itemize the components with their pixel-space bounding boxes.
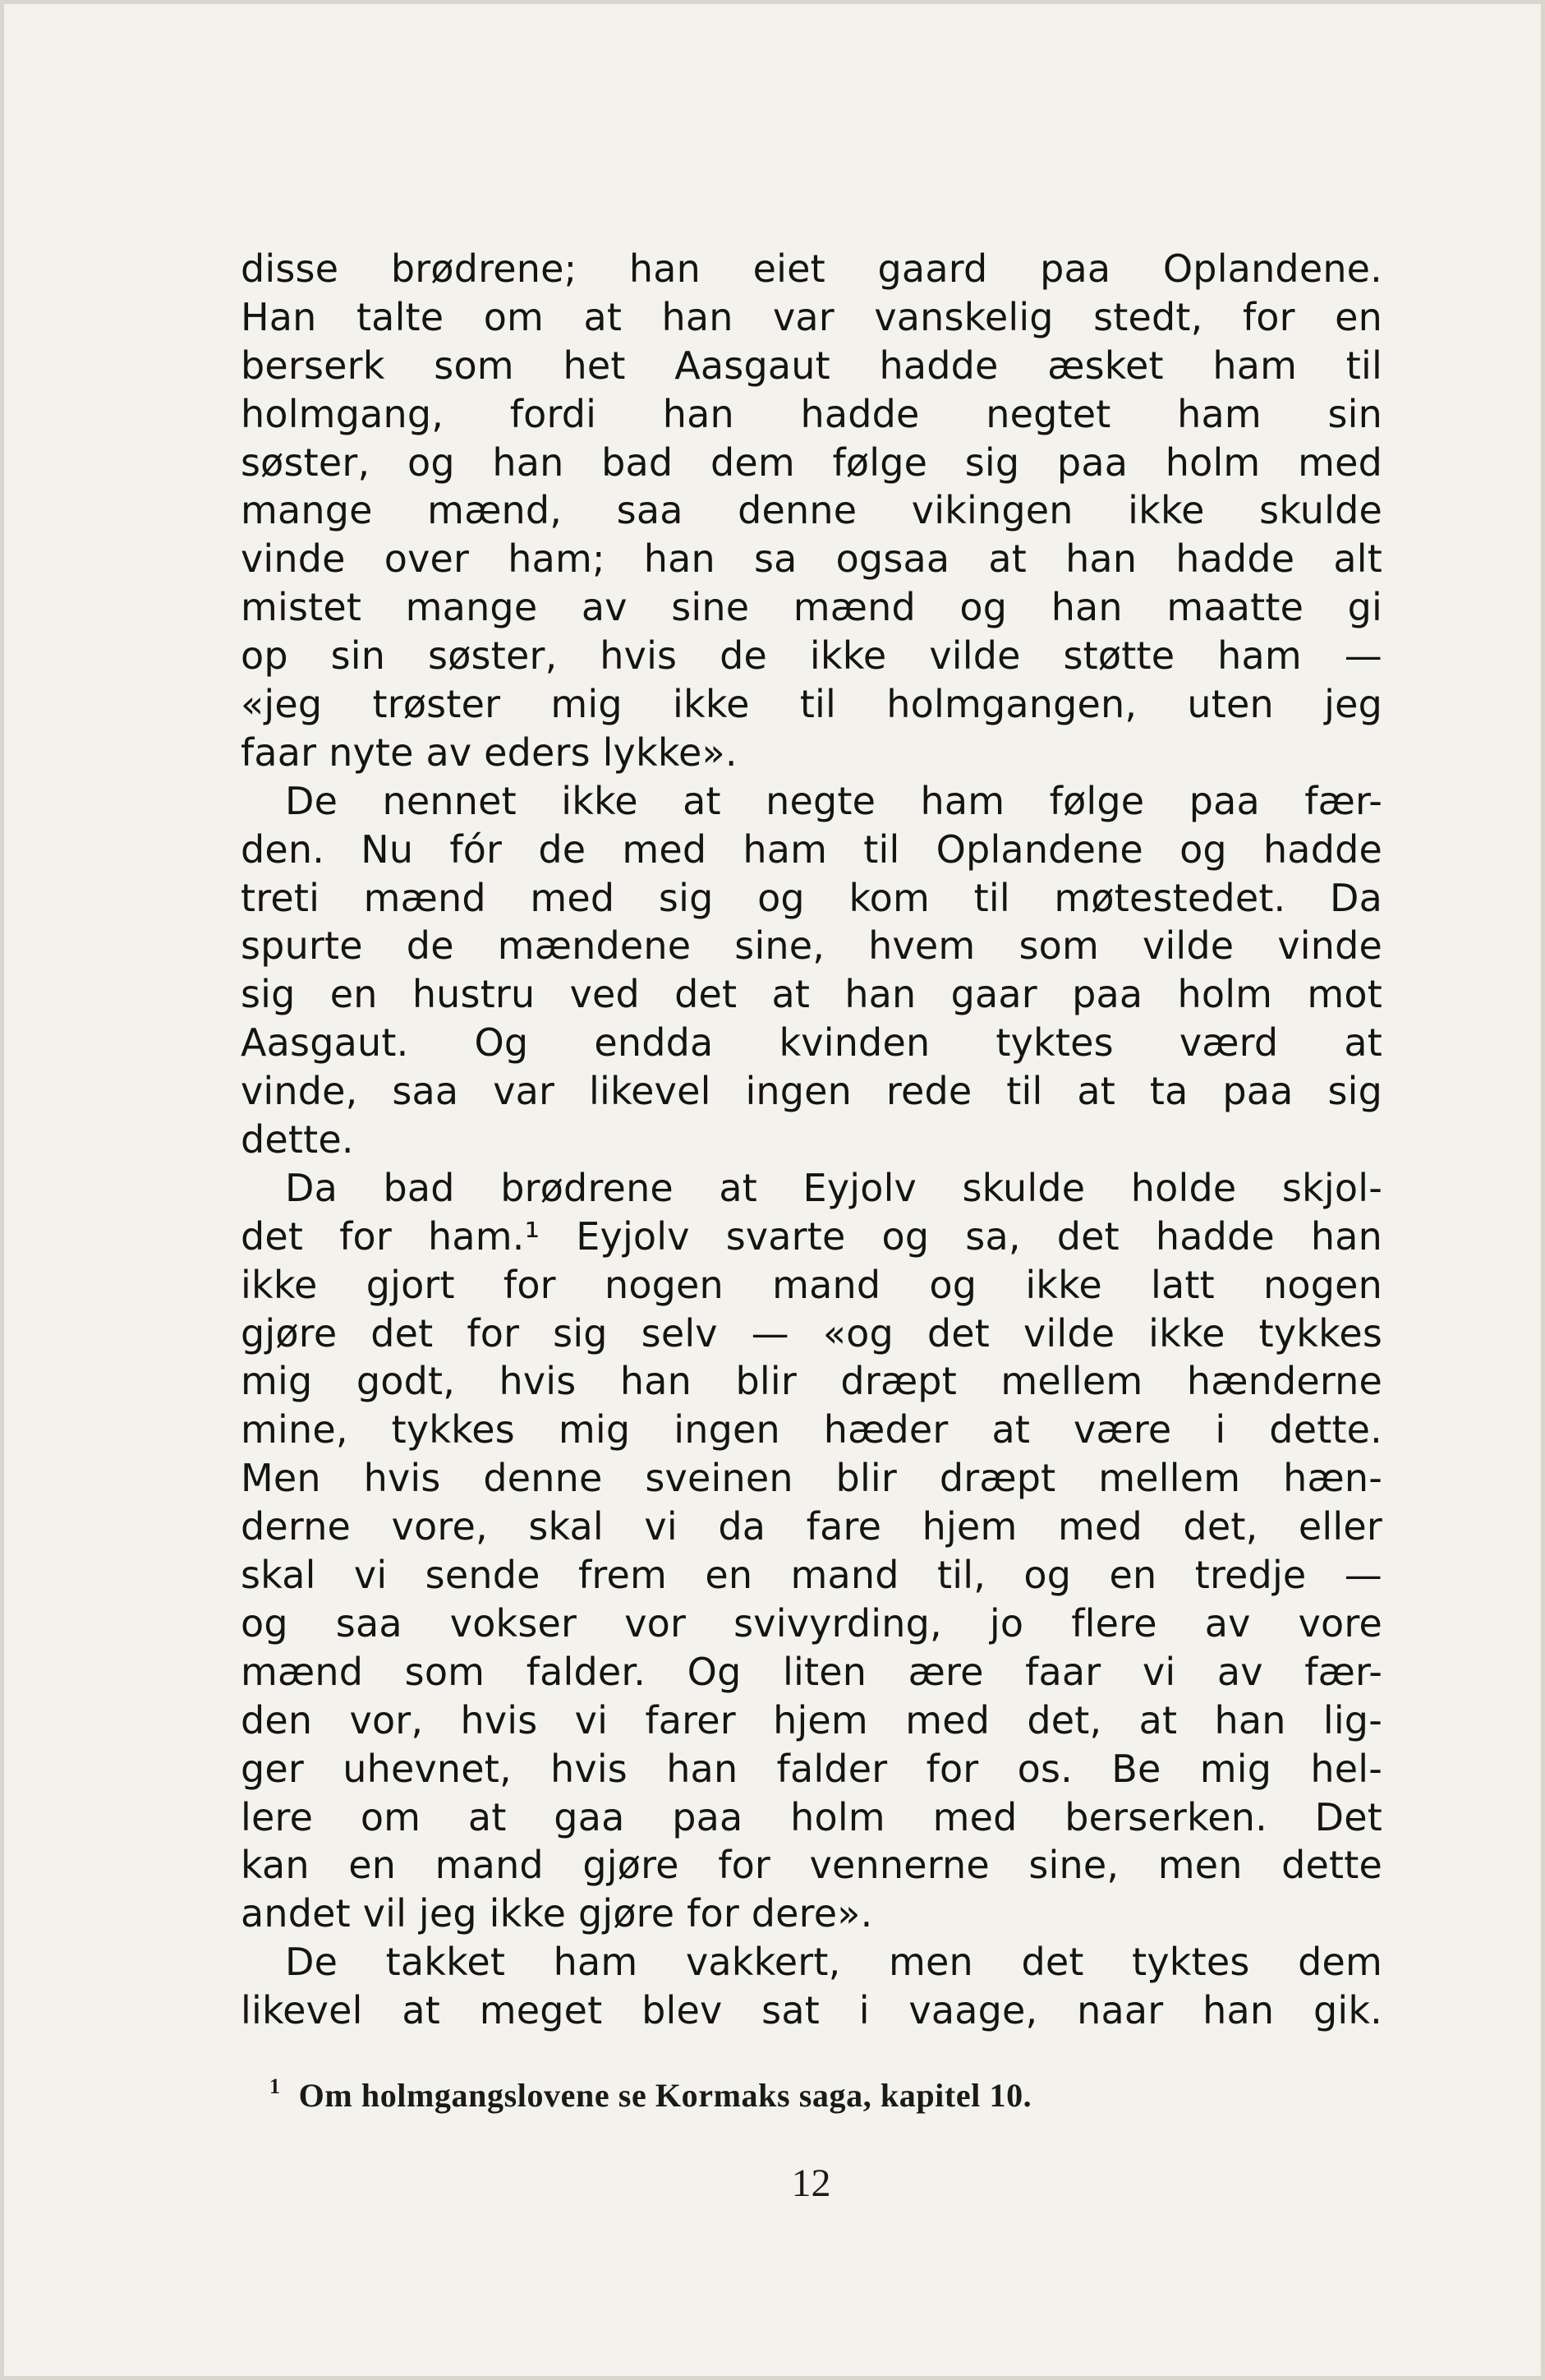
text-line: mange mænd, saa denne vikingen ikke skulde [241, 488, 1382, 533]
text-line: det for ham.¹ Eyjolv svarte og sa, det hadde han [241, 1213, 1382, 1259]
text-line: Han talte om at han var vanskelig stedt, for en [241, 294, 1382, 339]
footnote [269, 2074, 1304, 2115]
text-line: derne vore, skal vi da fare hjem med det, eller [241, 1504, 1382, 1549]
text-line: Aasgaut. Og endda kvinden tyktes værd at [241, 1020, 1382, 1066]
text-line: lere om at gaa paa holm med berserken. Det [241, 1794, 1382, 1839]
text-line: mistet mange av sine mænd og han maatte gi [241, 585, 1382, 630]
text-line: ger uhevnet, hvis han falder for os. Be mig hel- [241, 1746, 1382, 1791]
text-line: gjøre det for sig selv — «og det vilde ikke tykkes [241, 1310, 1382, 1356]
text-line: skal vi sende frem en mand til, og en tredje — [241, 1553, 1382, 1598]
text-line: De takket ham vakkert, men det tyktes dem [285, 1940, 1382, 1985]
text-line: mine, tykkes mig ingen hæder at være i dette. [241, 1407, 1382, 1452]
footnote-marker: 1 [269, 2074, 281, 2098]
text-line: mig godt, hvis han blir dræpt mellem hænderne [241, 1359, 1382, 1404]
text-line: Da bad brødrene at Eyjolv skulde holde skjol- [285, 1165, 1382, 1210]
text-line: treti mænd med sig og kom til møtestedet. Da [241, 875, 1382, 920]
text-line: dette. [241, 1117, 354, 1162]
text-line: De nennet ikke at negte ham følge paa fær- [285, 778, 1382, 823]
footnote-text: Om holmgangslovene se Kormaks saga, kapitel 10. [298, 2077, 1032, 2114]
text-line: Men hvis denne sveinen blir dræpt mellem hæn- [241, 1456, 1382, 1501]
text-line: «jeg trøster mig ikke til holmgangen, uten jeg [241, 682, 1382, 727]
text-line: berserk som het Aasgaut hadde æsket ham til [241, 343, 1382, 388]
text-line: og saa vokser vor svivyrding, jo flere av vore [241, 1600, 1382, 1646]
text-line: søster, og han bad dem følge sig paa holm med [241, 440, 1382, 485]
text-line: andet vil jeg ikke gjøre for dere». [241, 1891, 873, 1936]
page-number: 12 [791, 2161, 831, 2205]
text-line: faar nyte av eders lykke». [241, 730, 738, 775]
text-line: vinde, saa var likevel ingen rede til at ta paa sig [241, 1069, 1382, 1114]
text-line: likevel at meget blev sat i vaage, naar han gik. [241, 1988, 1382, 2033]
text-line: mænd som falder. Og liten ære faar vi av fær- [241, 1649, 1382, 1694]
text-line: kan en mand gjøre for vennerne sine, men dette [241, 1843, 1382, 1888]
text-line: den. Nu fór de med ham til Oplandene og hadde [241, 826, 1382, 872]
text-line: spurte de mændene sine, hvem som vilde vinde [241, 923, 1382, 969]
body-text [241, 245, 1382, 2035]
text-line: vinde over ham; han sa ogsaa at han hadde alt [241, 536, 1382, 582]
text-line: op sin søster, hvis de ikke vilde støtte ham — [241, 633, 1382, 679]
text-line: ikke gjort for nogen mand og ikke latt nogen [241, 1262, 1382, 1307]
text-line: disse brødrene; han eiet gaard paa Oplandene. [241, 246, 1382, 291]
text-line: den vor, hvis vi farer hjem med det, at han lig- [241, 1697, 1382, 1742]
text-line: sig en hustru ved det at han gaar paa holm mot [241, 972, 1382, 1017]
text-line: holmgang, fordi han hadde negtet ham sin [241, 391, 1382, 436]
